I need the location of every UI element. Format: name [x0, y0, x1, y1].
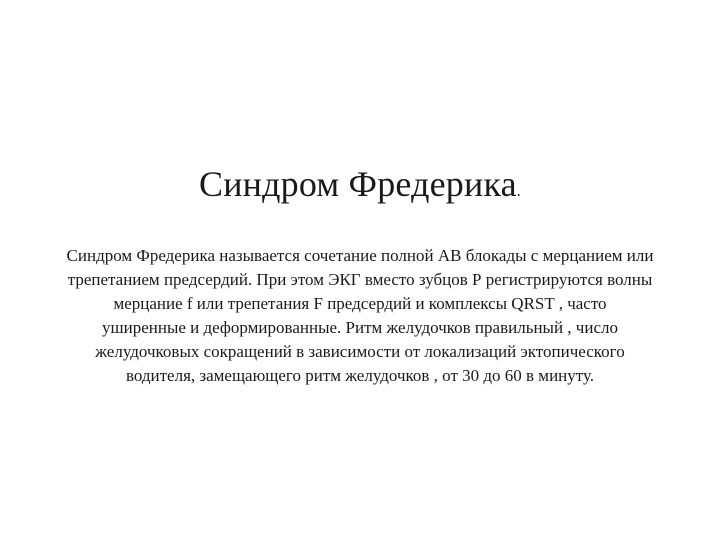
body-line: желудочковых сокращений в зависимости от локализаций эктопического	[95, 342, 625, 361]
body-line: трепетанием предсердий. При этом ЭКГ вместо зубцов Р регистрируются волны	[67, 270, 653, 289]
body-line: уширенные и деформированные. Ритм желудочков правильный , число	[102, 318, 618, 337]
slide-title-text: Синдром Фредерика	[199, 164, 517, 204]
body-line: водителя, замещающего ритм желудочков , от 30 до 60 в минуту.	[125, 366, 595, 385]
body-line: Синдром Фредерика называется сочетание полной АВ блокады с мерцанием или	[66, 246, 654, 265]
slide-title	[0, 162, 720, 214]
slide-title-suffix: .	[516, 183, 521, 200]
body-line: мерцание f или трепетания F предсердий и комплексы QRST , часто	[113, 294, 607, 313]
slide-body	[30, 244, 690, 388]
